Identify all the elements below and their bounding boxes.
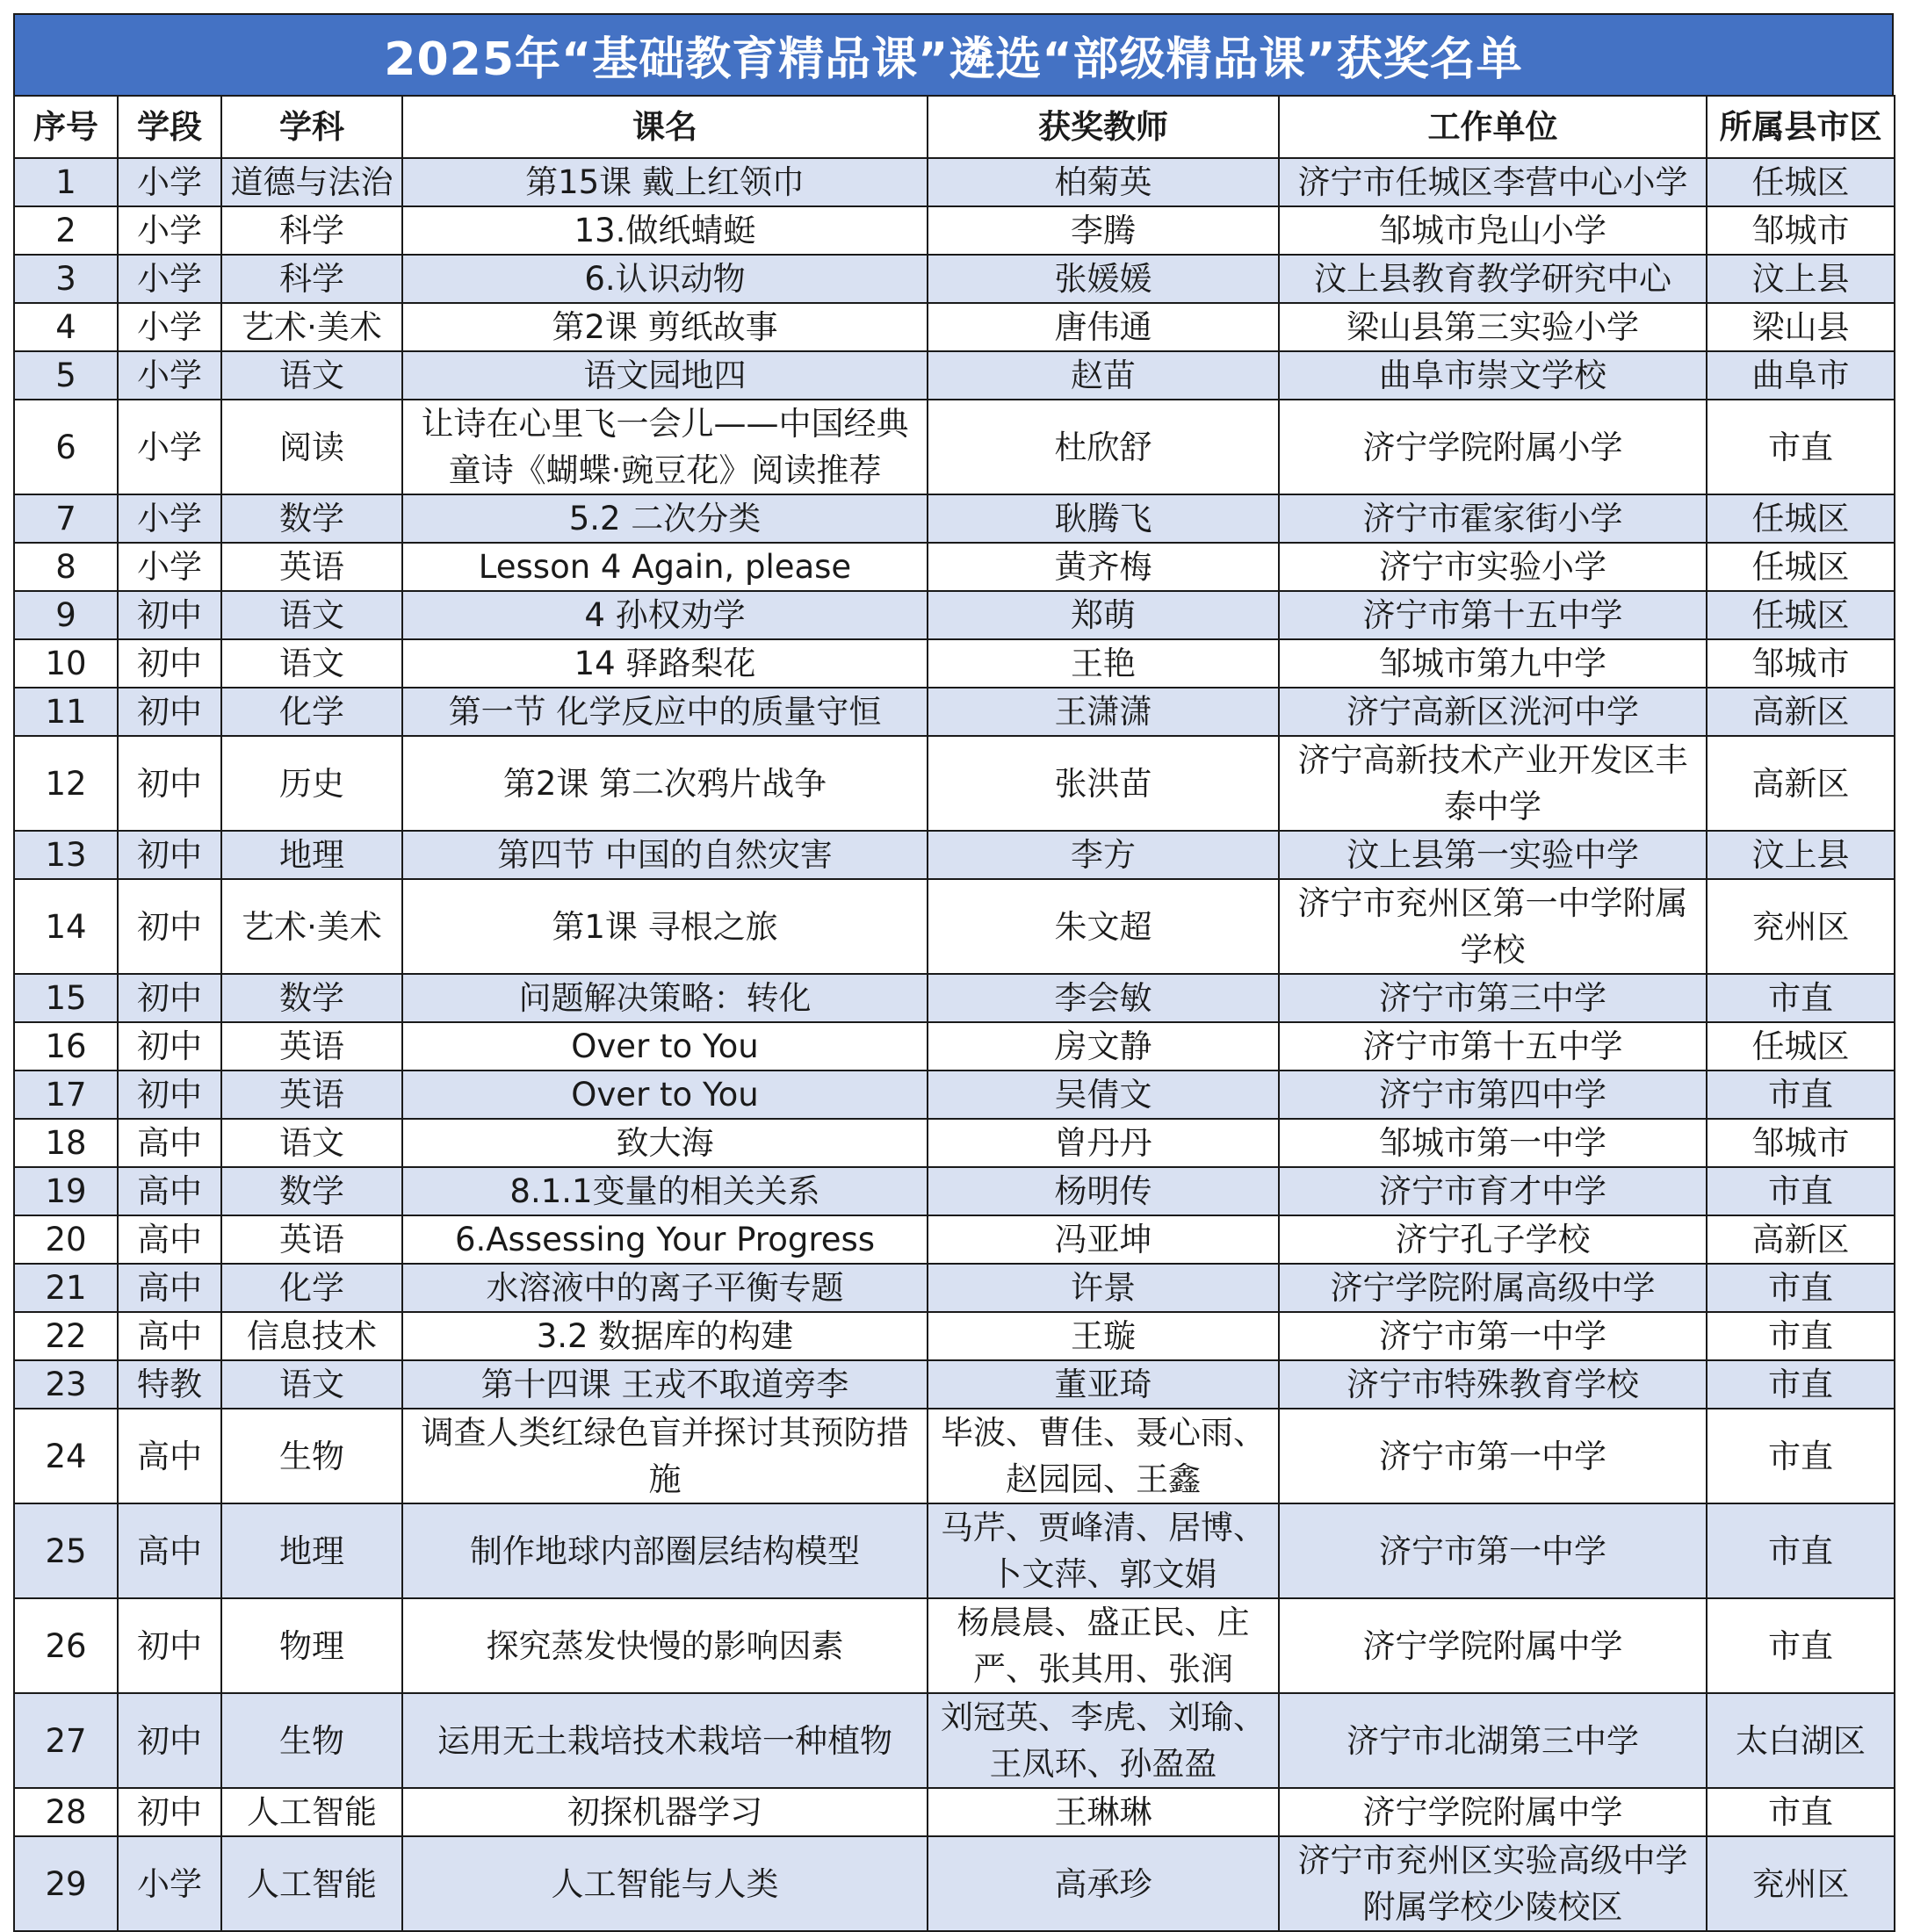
cell-stage: 初中 <box>118 879 221 974</box>
table-row <box>14 1598 1895 1693</box>
cell-course-name: 3.2 数据库的构建 <box>402 1312 928 1360</box>
cell-district: 市直 <box>1707 1598 1895 1693</box>
table-row <box>14 494 1895 543</box>
cell-index: 29 <box>14 1836 118 1931</box>
cell-workplace: 梁山县第三实验小学 <box>1279 303 1707 351</box>
cell-workplace: 济宁学院附属小学 <box>1279 400 1707 494</box>
award-table <box>13 95 1895 1932</box>
cell-index: 19 <box>14 1167 118 1215</box>
table-row <box>14 1312 1895 1360</box>
cell-stage: 初中 <box>118 974 221 1022</box>
cell-course-name: 让诗在心里飞一会儿——中国经典童诗《蝴蝶·豌豆花》阅读推荐 <box>402 400 928 494</box>
table-row <box>14 1788 1895 1836</box>
cell-index: 13 <box>14 831 118 879</box>
cell-stage: 初中 <box>118 736 221 831</box>
cell-index: 11 <box>14 688 118 736</box>
cell-course-name: 调查人类红绿色盲并探讨其预防措施 <box>402 1409 928 1503</box>
cell-index: 3 <box>14 255 118 303</box>
cell-subject: 科学 <box>221 206 402 255</box>
cell-subject: 语文 <box>221 639 402 688</box>
cell-teacher: 王艳 <box>928 639 1279 688</box>
cell-district: 兖州区 <box>1707 879 1895 974</box>
cell-teacher: 马芹、贾峰清、居博、卜文萍、郭文娟 <box>928 1503 1279 1598</box>
cell-course-name: 4 孙权劝学 <box>402 591 928 639</box>
cell-subject: 数学 <box>221 494 402 543</box>
cell-subject: 化学 <box>221 688 402 736</box>
cell-workplace: 济宁学院附属中学 <box>1279 1598 1707 1693</box>
cell-course-name: 探究蒸发快慢的影响因素 <box>402 1598 928 1693</box>
cell-stage: 小学 <box>118 494 221 543</box>
cell-teacher: 王琳琳 <box>928 1788 1279 1836</box>
cell-subject: 英语 <box>221 1022 402 1071</box>
table-body <box>14 158 1895 1931</box>
cell-subject: 人工智能 <box>221 1836 402 1931</box>
cell-index: 2 <box>14 206 118 255</box>
cell-subject: 语文 <box>221 591 402 639</box>
cell-teacher: 董亚琦 <box>928 1360 1279 1409</box>
header-subject: 学科 <box>221 96 402 158</box>
header-district: 所属县市区 <box>1707 96 1895 158</box>
cell-stage: 小学 <box>118 303 221 351</box>
table-row <box>14 591 1895 639</box>
cell-stage: 高中 <box>118 1312 221 1360</box>
cell-workplace: 济宁市第一中学 <box>1279 1503 1707 1598</box>
header-index: 序号 <box>14 96 118 158</box>
cell-workplace: 济宁市第一中学 <box>1279 1409 1707 1503</box>
cell-index: 6 <box>14 400 118 494</box>
cell-course-name: 初探机器学习 <box>402 1788 928 1836</box>
cell-subject: 地理 <box>221 1503 402 1598</box>
cell-index: 4 <box>14 303 118 351</box>
table-row <box>14 831 1895 879</box>
cell-subject: 历史 <box>221 736 402 831</box>
cell-subject: 化学 <box>221 1264 402 1312</box>
table-row <box>14 736 1895 831</box>
cell-workplace: 济宁市兖州区实验高级中学附属学校少陵校区 <box>1279 1836 1707 1931</box>
cell-workplace: 济宁市兖州区第一中学附属学校 <box>1279 879 1707 974</box>
cell-teacher: 唐伟通 <box>928 303 1279 351</box>
cell-index: 12 <box>14 736 118 831</box>
cell-district: 任城区 <box>1707 591 1895 639</box>
cell-index: 1 <box>14 158 118 206</box>
cell-subject: 艺术·美术 <box>221 879 402 974</box>
cell-course-name: 第1课 寻根之旅 <box>402 879 928 974</box>
cell-district: 汶上县 <box>1707 255 1895 303</box>
cell-course-name: 6.认识动物 <box>402 255 928 303</box>
cell-course-name: 8.1.1变量的相关关系 <box>402 1167 928 1215</box>
cell-teacher: 刘冠英、李虎、刘瑜、王凤环、孙盈盈 <box>928 1693 1279 1788</box>
cell-index: 17 <box>14 1071 118 1119</box>
cell-workplace: 汶上县第一实验中学 <box>1279 831 1707 879</box>
cell-district: 市直 <box>1707 1503 1895 1598</box>
cell-workplace: 济宁市第十五中学 <box>1279 1022 1707 1071</box>
cell-subject: 人工智能 <box>221 1788 402 1836</box>
cell-teacher: 李腾 <box>928 206 1279 255</box>
cell-stage: 高中 <box>118 1264 221 1312</box>
cell-index: 26 <box>14 1598 118 1693</box>
table-row <box>14 1071 1895 1119</box>
cell-subject: 数学 <box>221 1167 402 1215</box>
cell-district: 市直 <box>1707 974 1895 1022</box>
cell-subject: 艺术·美术 <box>221 303 402 351</box>
table-row <box>14 1409 1895 1503</box>
cell-subject: 语文 <box>221 1119 402 1167</box>
cell-index: 7 <box>14 494 118 543</box>
cell-district: 市直 <box>1707 1071 1895 1119</box>
cell-subject: 科学 <box>221 255 402 303</box>
cell-stage: 小学 <box>118 206 221 255</box>
table-row <box>14 1119 1895 1167</box>
cell-index: 16 <box>14 1022 118 1071</box>
cell-workplace: 邹城市凫山小学 <box>1279 206 1707 255</box>
table-row <box>14 1836 1895 1931</box>
cell-course-name: 人工智能与人类 <box>402 1836 928 1931</box>
cell-subject: 语文 <box>221 1360 402 1409</box>
cell-district: 邹城市 <box>1707 206 1895 255</box>
cell-stage: 高中 <box>118 1167 221 1215</box>
cell-teacher: 耿腾飞 <box>928 494 1279 543</box>
table-row <box>14 1503 1895 1598</box>
table-row <box>14 974 1895 1022</box>
table-row <box>14 158 1895 206</box>
cell-subject: 道德与法治 <box>221 158 402 206</box>
cell-workplace: 济宁市育才中学 <box>1279 1167 1707 1215</box>
cell-index: 8 <box>14 543 118 591</box>
table-row <box>14 1215 1895 1264</box>
cell-subject: 英语 <box>221 543 402 591</box>
cell-teacher: 曾丹丹 <box>928 1119 1279 1167</box>
cell-district: 市直 <box>1707 1409 1895 1503</box>
cell-stage: 初中 <box>118 1022 221 1071</box>
cell-teacher: 高承珍 <box>928 1836 1279 1931</box>
table-row <box>14 543 1895 591</box>
header-row <box>14 96 1895 158</box>
cell-index: 25 <box>14 1503 118 1598</box>
table-row <box>14 879 1895 974</box>
cell-course-name: 第十四课 王戎不取道旁李 <box>402 1360 928 1409</box>
cell-workplace: 济宁市实验小学 <box>1279 543 1707 591</box>
table-row <box>14 351 1895 400</box>
cell-course-name: Over to You <box>402 1071 928 1119</box>
cell-workplace: 济宁学院附属高级中学 <box>1279 1264 1707 1312</box>
cell-district: 市直 <box>1707 1360 1895 1409</box>
cell-workplace: 济宁学院附属中学 <box>1279 1788 1707 1836</box>
cell-index: 22 <box>14 1312 118 1360</box>
cell-teacher: 张媛媛 <box>928 255 1279 303</box>
cell-workplace: 邹城市第九中学 <box>1279 639 1707 688</box>
cell-index: 20 <box>14 1215 118 1264</box>
cell-index: 5 <box>14 351 118 400</box>
cell-stage: 高中 <box>118 1503 221 1598</box>
cell-teacher: 许景 <box>928 1264 1279 1312</box>
cell-course-name: 第2课 剪纸故事 <box>402 303 928 351</box>
cell-district: 汶上县 <box>1707 831 1895 879</box>
cell-course-name: 水溶液中的离子平衡专题 <box>402 1264 928 1312</box>
cell-stage: 初中 <box>118 591 221 639</box>
cell-teacher: 张洪苗 <box>928 736 1279 831</box>
cell-subject: 数学 <box>221 974 402 1022</box>
cell-district: 市直 <box>1707 1264 1895 1312</box>
cell-subject: 语文 <box>221 351 402 400</box>
cell-teacher: 房文静 <box>928 1022 1279 1071</box>
cell-workplace: 济宁市第三中学 <box>1279 974 1707 1022</box>
cell-workplace: 济宁高新技术产业开发区丰泰中学 <box>1279 736 1707 831</box>
table-row <box>14 255 1895 303</box>
cell-stage: 初中 <box>118 1788 221 1836</box>
table-row <box>14 1264 1895 1312</box>
cell-workplace: 济宁市任城区李营中心小学 <box>1279 158 1707 206</box>
cell-course-name: 制作地球内部圈层结构模型 <box>402 1503 928 1598</box>
cell-index: 9 <box>14 591 118 639</box>
sheet-title: 2025年“基础教育精品课”遴选“部级精品课”获奖名单 <box>13 13 1894 95</box>
cell-district: 市直 <box>1707 1167 1895 1215</box>
cell-district: 邹城市 <box>1707 639 1895 688</box>
header-course-name: 课名 <box>402 96 928 158</box>
cell-subject: 生物 <box>221 1409 402 1503</box>
cell-teacher: 王璇 <box>928 1312 1279 1360</box>
cell-index: 14 <box>14 879 118 974</box>
cell-teacher: 赵苗 <box>928 351 1279 400</box>
cell-subject: 英语 <box>221 1215 402 1264</box>
cell-index: 10 <box>14 639 118 688</box>
cell-subject: 信息技术 <box>221 1312 402 1360</box>
cell-subject: 物理 <box>221 1598 402 1693</box>
table-row <box>14 1693 1895 1788</box>
cell-course-name: 5.2 二次分类 <box>402 494 928 543</box>
cell-teacher: 冯亚坤 <box>928 1215 1279 1264</box>
cell-district: 任城区 <box>1707 494 1895 543</box>
cell-index: 24 <box>14 1409 118 1503</box>
cell-district: 高新区 <box>1707 688 1895 736</box>
cell-district: 高新区 <box>1707 1215 1895 1264</box>
header-teacher: 获奖教师 <box>928 96 1279 158</box>
cell-district: 任城区 <box>1707 158 1895 206</box>
table-row <box>14 303 1895 351</box>
cell-course-name: 第2课 第二次鸦片战争 <box>402 736 928 831</box>
table-row <box>14 1022 1895 1071</box>
cell-teacher: 李方 <box>928 831 1279 879</box>
cell-workplace: 济宁市第一中学 <box>1279 1312 1707 1360</box>
cell-teacher: 朱文超 <box>928 879 1279 974</box>
cell-course-name: 第15课 戴上红领巾 <box>402 158 928 206</box>
cell-workplace: 济宁孔子学校 <box>1279 1215 1707 1264</box>
cell-subject: 英语 <box>221 1071 402 1119</box>
cell-teacher: 柏菊英 <box>928 158 1279 206</box>
cell-index: 23 <box>14 1360 118 1409</box>
cell-course-name: 问题解决策略：转化 <box>402 974 928 1022</box>
cell-workplace: 汶上县教育教学研究中心 <box>1279 255 1707 303</box>
cell-stage: 小学 <box>118 400 221 494</box>
cell-stage: 高中 <box>118 1119 221 1167</box>
cell-workplace: 邹城市第一中学 <box>1279 1119 1707 1167</box>
cell-workplace: 济宁高新区洸河中学 <box>1279 688 1707 736</box>
cell-workplace: 济宁市第四中学 <box>1279 1071 1707 1119</box>
cell-course-name: 致大海 <box>402 1119 928 1167</box>
cell-district: 梁山县 <box>1707 303 1895 351</box>
cell-stage: 高中 <box>118 1409 221 1503</box>
cell-workplace: 济宁市特殊教育学校 <box>1279 1360 1707 1409</box>
cell-stage: 小学 <box>118 158 221 206</box>
award-list-sheet <box>13 13 1894 1932</box>
cell-workplace: 曲阜市崇文学校 <box>1279 351 1707 400</box>
cell-subject: 生物 <box>221 1693 402 1788</box>
table-row <box>14 688 1895 736</box>
cell-stage: 初中 <box>118 1071 221 1119</box>
cell-stage: 初中 <box>118 1693 221 1788</box>
cell-stage: 初中 <box>118 639 221 688</box>
cell-stage: 高中 <box>118 1215 221 1264</box>
cell-stage: 小学 <box>118 351 221 400</box>
table-row <box>14 639 1895 688</box>
table-row <box>14 1360 1895 1409</box>
table-row <box>14 400 1895 494</box>
cell-course-name: 第一节 化学反应中的质量守恒 <box>402 688 928 736</box>
cell-index: 27 <box>14 1693 118 1788</box>
cell-district: 兖州区 <box>1707 1836 1895 1931</box>
cell-stage: 初中 <box>118 1598 221 1693</box>
cell-district: 市直 <box>1707 1788 1895 1836</box>
cell-district: 任城区 <box>1707 1022 1895 1071</box>
cell-index: 28 <box>14 1788 118 1836</box>
cell-stage: 小学 <box>118 543 221 591</box>
cell-stage: 初中 <box>118 688 221 736</box>
header-workplace: 工作单位 <box>1279 96 1707 158</box>
cell-subject: 阅读 <box>221 400 402 494</box>
cell-stage: 初中 <box>118 831 221 879</box>
cell-district: 市直 <box>1707 1312 1895 1360</box>
cell-teacher: 黄齐梅 <box>928 543 1279 591</box>
cell-index: 21 <box>14 1264 118 1312</box>
cell-course-name: Lesson 4 Again, please <box>402 543 928 591</box>
cell-stage: 小学 <box>118 255 221 303</box>
cell-index: 15 <box>14 974 118 1022</box>
cell-course-name: 运用无土栽培技术栽培一种植物 <box>402 1693 928 1788</box>
cell-teacher: 李会敏 <box>928 974 1279 1022</box>
header-stage: 学段 <box>118 96 221 158</box>
cell-subject: 地理 <box>221 831 402 879</box>
cell-teacher: 毕波、曹佳、聂心雨、赵园园、王鑫 <box>928 1409 1279 1503</box>
table-row <box>14 1167 1895 1215</box>
cell-district: 任城区 <box>1707 543 1895 591</box>
cell-district: 邹城市 <box>1707 1119 1895 1167</box>
cell-course-name: 14 驿路梨花 <box>402 639 928 688</box>
cell-district: 曲阜市 <box>1707 351 1895 400</box>
cell-course-name: 13.做纸蜻蜓 <box>402 206 928 255</box>
cell-district: 市直 <box>1707 400 1895 494</box>
cell-course-name: 第四节 中国的自然灾害 <box>402 831 928 879</box>
cell-teacher: 王潇潇 <box>928 688 1279 736</box>
cell-district: 高新区 <box>1707 736 1895 831</box>
cell-course-name: Over to You <box>402 1022 928 1071</box>
cell-stage: 小学 <box>118 1836 221 1931</box>
cell-stage: 特教 <box>118 1360 221 1409</box>
cell-course-name: 6.Assessing Your Progress <box>402 1215 928 1264</box>
cell-teacher: 杜欣舒 <box>928 400 1279 494</box>
cell-workplace: 济宁市北湖第三中学 <box>1279 1693 1707 1788</box>
cell-course-name: 语文园地四 <box>402 351 928 400</box>
cell-index: 18 <box>14 1119 118 1167</box>
cell-workplace: 济宁市第十五中学 <box>1279 591 1707 639</box>
cell-teacher: 杨晨晨、盛正民、庄严、张其用、张润 <box>928 1598 1279 1693</box>
table-row <box>14 206 1895 255</box>
cell-workplace: 济宁市霍家街小学 <box>1279 494 1707 543</box>
cell-teacher: 郑萌 <box>928 591 1279 639</box>
cell-teacher: 杨明传 <box>928 1167 1279 1215</box>
cell-district: 太白湖区 <box>1707 1693 1895 1788</box>
cell-teacher: 吴倩文 <box>928 1071 1279 1119</box>
